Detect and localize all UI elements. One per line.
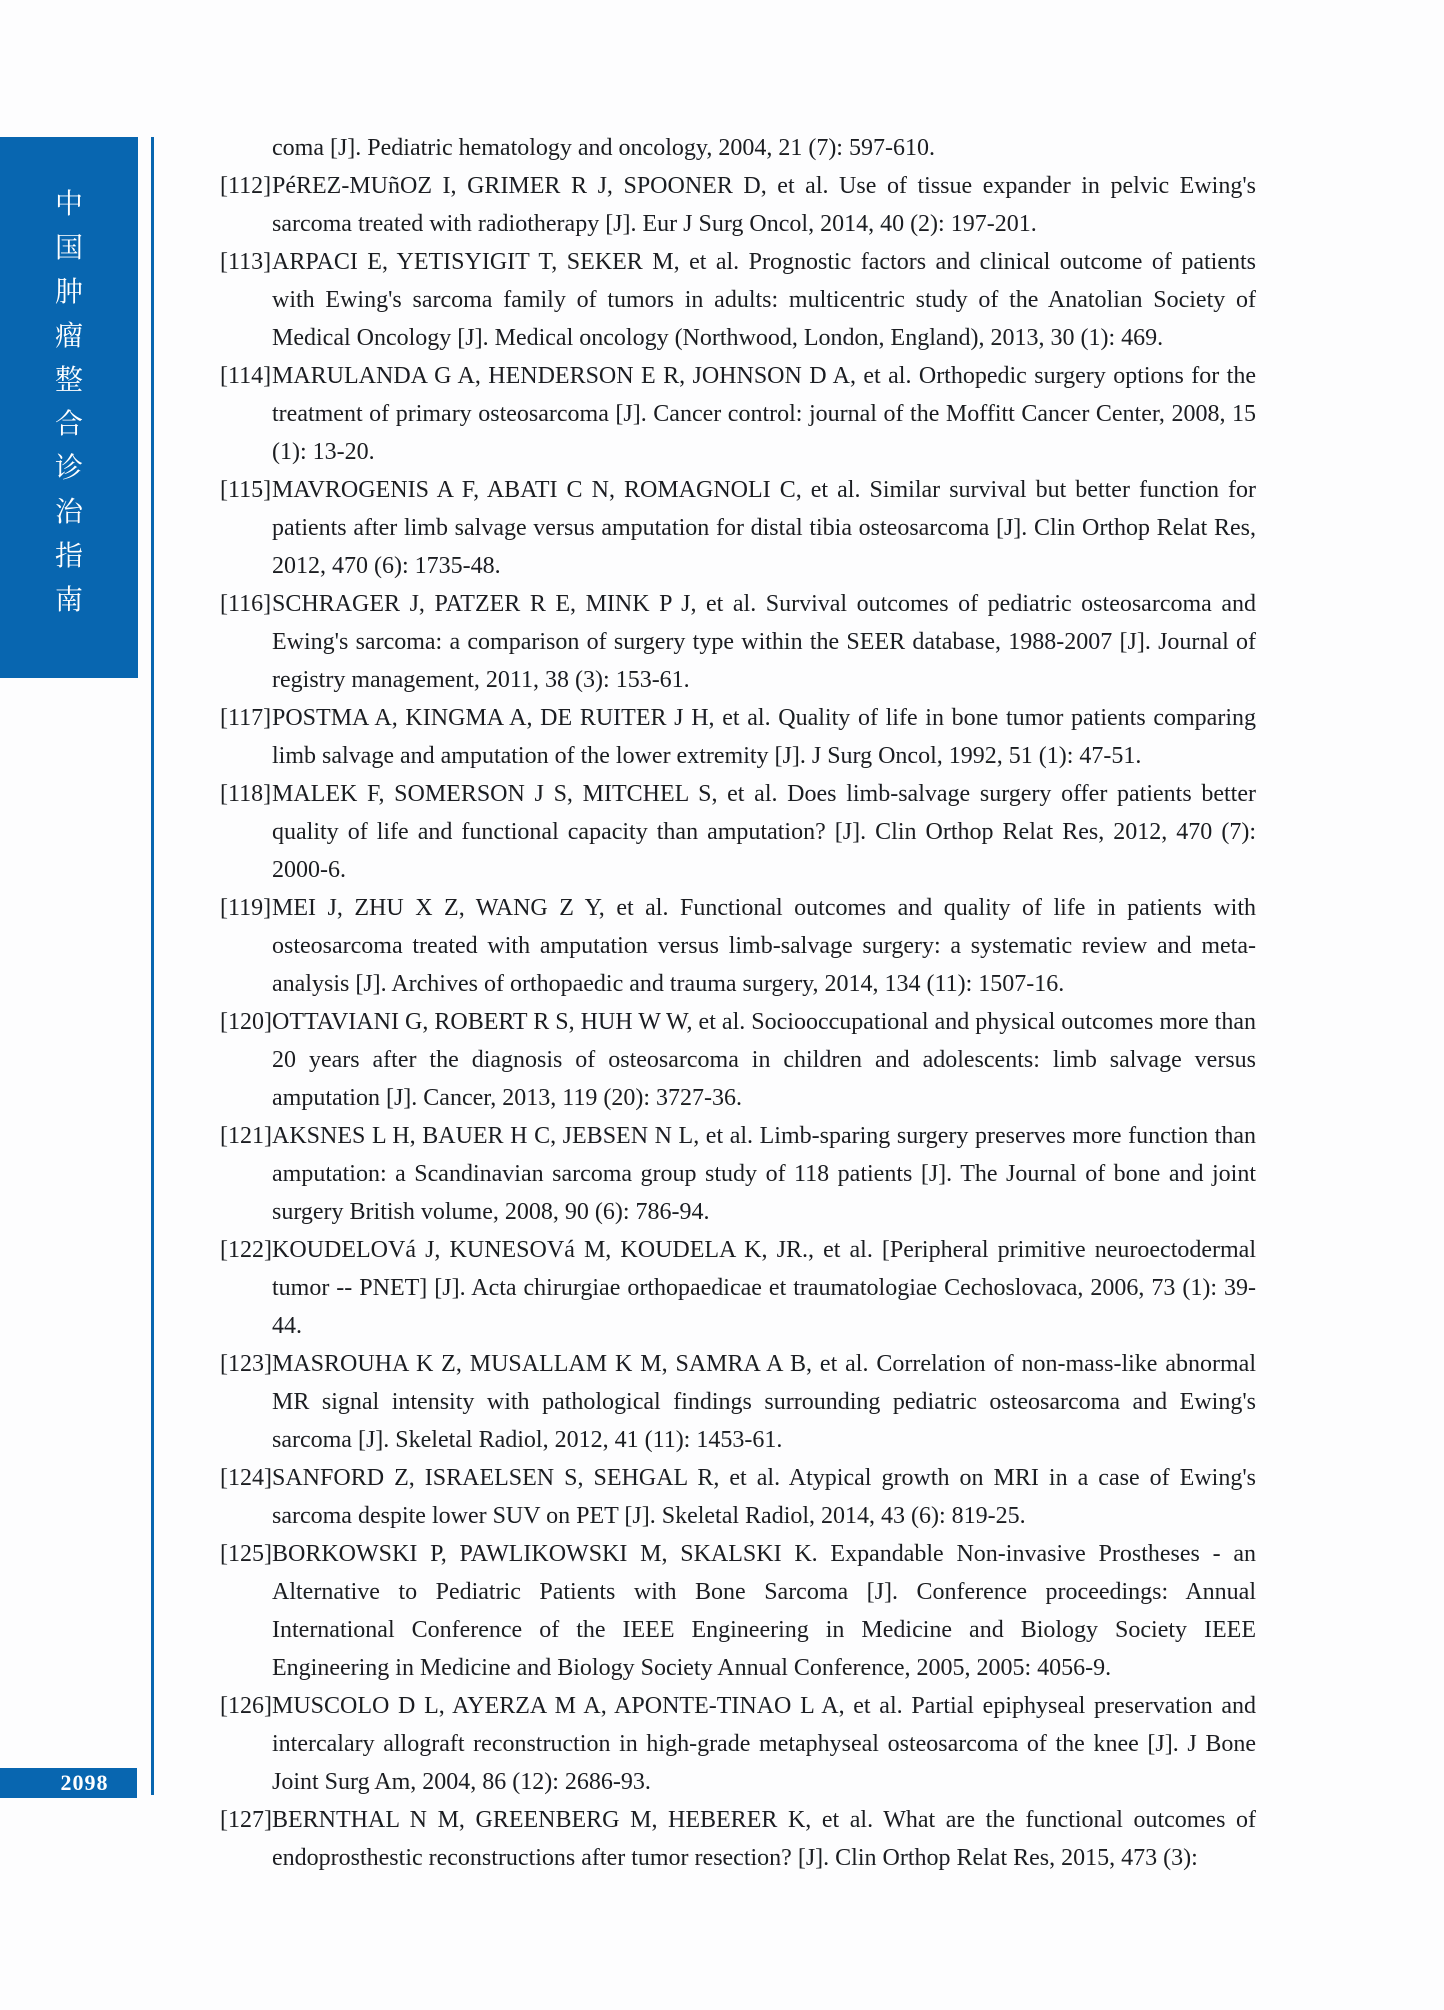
- reference-text: MASROUHA K Z, MUSALLAM K M, SAMRA A B, et al. Correlation of non-mass-like abnormal MR signal intensity with pathological findings surrounding pediatric osteosarcoma and Ewing's sarcoma [J]. Skeletal Radiol, 2012, 41 (11): 1453-61.: [272, 1351, 1256, 1453]
- reference-id: [116]: [220, 591, 272, 617]
- reference-id: [119]: [220, 895, 272, 921]
- reference-item: [220, 889, 1256, 1003]
- reference-text: AKSNES L H, BAUER H C, JEBSEN N L, et al. Limb-sparing surgery preserves more function than amputation: a Scandinavian sarcoma group study of 118 patients [J]. The Journal of bone and joint surgery British volume, 2008, 90 (6): 786-94.: [272, 1123, 1256, 1225]
- reference-text: BORKOWSKI P, PAWLIKOWSKI M, SKALSKI K. Expandable Non-invasive Prostheses - an Alternative to Pediatric Patients with Bone Sarcoma [J]. Conference proceedings: Annual International Conference of the IEEE Engineering in Medicine and Biology Society IEEE Engineering in Medicine and Biology Society Annual Conference, 2005, 2005: 4056-9.: [272, 1541, 1256, 1681]
- reference-item: [220, 129, 1256, 167]
- sidebar-title-char: 南: [54, 583, 83, 616]
- reference-item: [220, 1459, 1256, 1535]
- reference-id: [112]: [220, 173, 272, 199]
- reference-text: ARPACI E, YETISYIGIT T, SEKER M, et al. Prognostic factors and clinical outcome of patients with Ewing's sarcoma family of tumors in adults: multicentric study of the Anatolian Society of Medical Oncology [J]. Medical oncology (Northwood, London, England), 2013, 30 (1): 469.: [272, 249, 1256, 351]
- reference-id: [126]: [220, 1693, 272, 1719]
- reference-id: [114]: [220, 363, 272, 389]
- reference-text: BERNTHAL N M, GREENBERG M, HEBERER K, et al. What are the functional outcomes of endoprosthestic reconstructions after tumor resection? [J]. Clin Orthop Relat Res, 2015, 473 (3):: [272, 1807, 1256, 1871]
- reference-item: [220, 585, 1256, 699]
- reference-text: MALEK F, SOMERSON J S, MITCHEL S, et al. Does limb-salvage surgery offer patients better quality of life and functional capacity than amputation? [J]. Clin Orthop Relat Res, 2012, 470 (7): 2000-6.: [272, 781, 1256, 883]
- reference-text: PéREZ-MUñOZ I, GRIMER R J, SPOONER D, et al. Use of tissue expander in pelvic Ewing's sarcoma treated with radiotherapy [J]. Eur J Surg Oncol, 2014, 40 (2): 197-201.: [272, 173, 1256, 237]
- reference-id: [124]: [220, 1465, 272, 1491]
- sidebar-title-char: 指: [54, 539, 83, 572]
- reference-item: [220, 1003, 1256, 1117]
- reference-item: [220, 1117, 1256, 1231]
- reference-text: SANFORD Z, ISRAELSEN S, SEHGAL R, et al. Atypical growth on MRI in a case of Ewing's sarcoma despite lower SUV on PET [J]. Skeletal Radiol, 2014, 43 (6): 819-25.: [272, 1465, 1256, 1529]
- reference-id: [122]: [220, 1237, 272, 1263]
- reference-id: [113]: [220, 249, 272, 275]
- sidebar-title-char: 诊: [54, 451, 83, 484]
- reference-id: [125]: [220, 1541, 272, 1567]
- sidebar-title-char: 合: [54, 407, 83, 440]
- reference-item: [220, 699, 1256, 775]
- reference-text: POSTMA A, KINGMA A, DE RUITER J H, et al. Quality of life in bone tumor patients comparing limb salvage and amputation of the lower extremity [J]. J Surg Oncol, 1992, 51 (1): 47-51.: [272, 705, 1256, 769]
- reference-text: MEI J, ZHU X Z, WANG Z Y, et al. Functional outcomes and quality of life in patients with osteosarcoma treated with amputation versus limb-salvage surgery: a systematic review and meta-analysis [J]. Archives of orthopaedic and trauma surgery, 2014, 134 (11): 1507-16.: [272, 895, 1256, 997]
- reference-list: [220, 129, 1256, 1877]
- reference-text: OTTAVIANI G, ROBERT R S, HUH W W, et al. Sociooccupational and physical outcomes more than 20 years after the diagnosis of osteosarcoma in children and adolescents: limb salvage versus amputation [J]. Cancer, 2013, 119 (20): 3727-36.: [272, 1009, 1256, 1111]
- sidebar-title-char: 肿: [54, 275, 83, 308]
- sidebar-title-char: 整: [54, 363, 83, 396]
- reference-id: [118]: [220, 781, 272, 807]
- sidebar-title-char: 瘤: [54, 319, 83, 352]
- page-number: 2098: [60, 1770, 109, 1795]
- reference-item: [220, 167, 1256, 243]
- reference-text: MAVROGENIS A F, ABATI C N, ROMAGNOLI C, et al. Similar survival but better function for patients after limb salvage versus amputation for distal tibia osteosarcoma [J]. Clin Orthop Relat Res, 2012, 470 (6): 1735-48.: [272, 477, 1256, 579]
- reference-item: [220, 471, 1256, 585]
- sidebar-title-char: 中: [54, 187, 83, 220]
- page-number-badge: [0, 1768, 137, 1798]
- reference-id: [120]: [220, 1009, 272, 1035]
- sidebar-title-banner: [0, 137, 138, 678]
- reference-text: MUSCOLO D L, AYERZA M A, APONTE-TINAO L A, et al. Partial epiphyseal preservation and intercalary allograft reconstruction in high-grade metaphyseal osteosarcoma of the knee [J]. J Bone Joint Surg Am, 2004, 86 (12): 2686-93.: [272, 1693, 1256, 1795]
- reference-item: [220, 357, 1256, 471]
- reference-text: SCHRAGER J, PATZER R E, MINK P J, et al. Survival outcomes of pediatric osteosarcoma and Ewing's sarcoma: a comparison of surgery type within the SEER database, 1988-2007 [J]. Journal of registry management, 2011, 38 (3): 153-61.: [272, 591, 1256, 693]
- reference-id: [115]: [220, 477, 272, 503]
- reference-text: MARULANDA G A, HENDERSON E R, JOHNSON D A, et al. Orthopedic surgery options for the treatment of primary osteosarcoma [J]. Cancer control: journal of the Moffitt Cancer Center, 2008, 15 (1): 13-20.: [272, 363, 1256, 465]
- sidebar-title-char: 国: [54, 231, 83, 264]
- reference-id: [121]: [220, 1123, 272, 1149]
- reference-item: [220, 243, 1256, 357]
- reference-id: [117]: [220, 705, 272, 731]
- sidebar-title-char: 治: [54, 495, 83, 528]
- reference-item: [220, 1687, 1256, 1801]
- reference-text: KOUDELOVá J, KUNESOVá M, KOUDELA K, JR., et al. [Peripheral primitive neuroectodermal tumor -- PNET] [J]. Acta chirurgiae orthopaedicae et traumatologiae Cechoslovaca, 2006, 73 (1): 39-44.: [272, 1237, 1256, 1339]
- reference-text: coma [J]. Pediatric hematology and oncology, 2004, 21 (7): 597-610.: [272, 135, 935, 161]
- sidebar-title: [54, 187, 83, 630]
- reference-id: [123]: [220, 1351, 272, 1377]
- vertical-divider: [151, 137, 154, 1795]
- reference-item: [220, 1535, 1256, 1687]
- reference-id: [127]: [220, 1807, 272, 1833]
- reference-item: [220, 775, 1256, 889]
- reference-item: [220, 1345, 1256, 1459]
- reference-item: [220, 1801, 1256, 1877]
- reference-item: [220, 1231, 1256, 1345]
